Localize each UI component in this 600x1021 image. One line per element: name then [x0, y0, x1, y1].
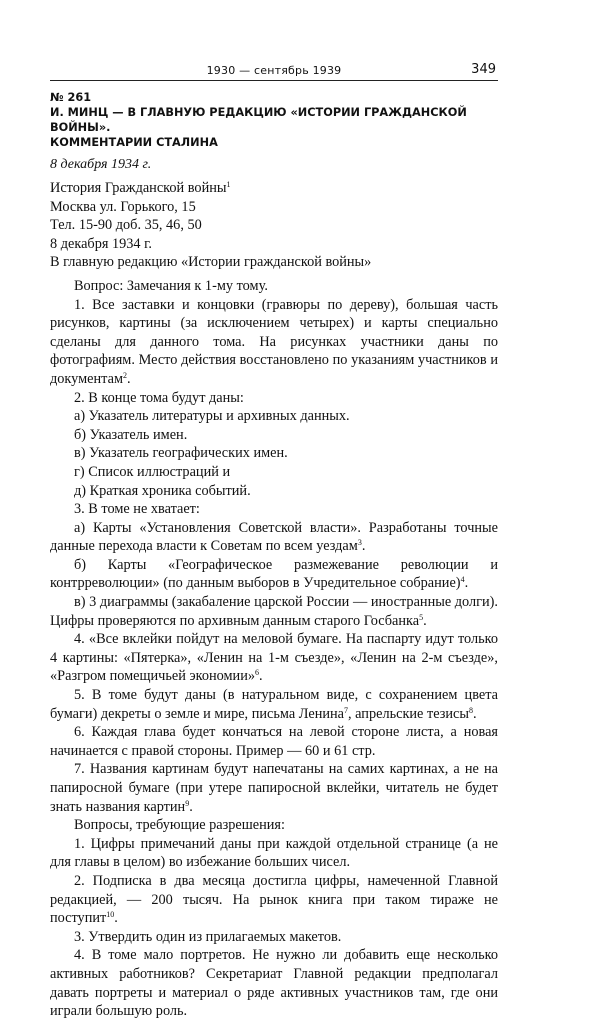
paragraph-text: г) Список иллюстраций и [74, 463, 231, 480]
paragraph [50, 296, 498, 389]
document-number: № 261 [50, 91, 92, 104]
paragraph-text: 7. Названия картинам будут напечатаны на самих картинах, а не на папиросной бумаге (при утере папиросной вклейки, читатель не будет знать названия картин [50, 761, 498, 815]
footnote-ref: 8 [469, 705, 473, 715]
paragraph [50, 928, 498, 947]
letterhead-phone: Тел. 15-90 доб. 35, 46, 50 [50, 217, 202, 234]
paragraph-text: б) Указатель имен. [74, 426, 188, 443]
paragraph [50, 686, 498, 723]
paragraph-tail: . [127, 370, 131, 387]
footnote-ref: 2 [123, 370, 127, 380]
paragraph-text: в) Указатель географических имен. [74, 445, 288, 462]
paragraph-tail: . [189, 798, 193, 815]
paragraph [50, 519, 498, 556]
footnote-ref: 9 [185, 798, 190, 808]
running-head-title: 1930 — сентябрь 1939 [206, 64, 342, 77]
paragraph [50, 816, 498, 835]
paragraph-text: 6. Каждая глава будет кончаться на левой стороне листа, а новая начинается с правой стороны. Пример — 60 и 61 стр. [50, 724, 498, 759]
paragraph [50, 723, 498, 760]
paragraph-text: 4. В томе мало портретов. Не нужно ли добавить еще несколько активных работников? Секретариат Главной редакции предполагал давать портреты и материал о ряде активных участников там, где они играли большую роль. [50, 947, 498, 1020]
paragraph-text: 2. В конце тома будут даны: [74, 389, 244, 406]
footnote-ref: 1 [226, 180, 231, 189]
paragraph [50, 482, 498, 501]
letterhead-date: 8 декабря 1934 г. [50, 235, 152, 252]
paragraph-text: а) Указатель литературы и архивных данных. [74, 408, 350, 425]
letterhead-org [50, 179, 498, 198]
document-date: 8 декабря 1934 г. [50, 157, 152, 172]
letterhead-addressee: В главную редакцию «Истории гражданской войны» [50, 254, 372, 271]
footnote-ref: 3 [357, 538, 362, 548]
paragraph [50, 556, 498, 593]
paragraph-tail: . [473, 705, 477, 722]
paragraph-text: 4. «Все вклейки пойдут на меловой бумаге. На паспарту идут только 4 картины: «Пятерка», «Ленин на 1-м съезде», «Ленин на 2-м съезде», «Разгром помещичьей экономии» [50, 631, 498, 685]
paragraph-text: д) Краткая хроника событий. [74, 482, 251, 499]
document-title-line-2: КОММЕНТАРИИ СТАЛИНА [50, 136, 218, 149]
paragraph [50, 389, 498, 408]
paragraph [50, 463, 498, 482]
running-head [50, 62, 498, 81]
footnote-ref: 7 [344, 705, 348, 715]
page-number: 349 [471, 62, 496, 77]
paragraph [50, 760, 498, 816]
paragraph-text: а) Карты «Установления Советской власти». Разработаны точные данные перехода власти к Советам по всем уездам [50, 519, 498, 555]
paragraph-text: 1. Все заставки и концовки (гравюры по дереву), большая часть рисунков, картины (за исключением четырех) и карты специально сделаны для данного тома. На рисунках участники даны по фотографиям. Место действия восстановлено по указаниям участников и документам [50, 296, 498, 387]
paragraph-text: Вопрос: Замечания к 1-му тому. [74, 277, 268, 294]
paragraph-tail: . [114, 910, 118, 927]
paragraph [50, 835, 498, 872]
footnote-ref: 4 [460, 575, 465, 585]
document-body [50, 179, 498, 1021]
paragraph-text: 2. Подписка в два месяца достигла цифры, намеченной Главной редакцией, — 200 тысяч. На рынок книга при таком тираже не поступит [50, 872, 498, 927]
paragraph [50, 407, 498, 426]
paragraph [50, 500, 498, 519]
book-page [50, 62, 498, 1021]
paragraph [50, 630, 498, 686]
paragraph [50, 593, 498, 630]
paragraph-tail: , апрельские тезисы [348, 705, 469, 722]
document-title-line-1: И. МИНЦ — В ГЛАВНУЮ РЕДАКЦИЮ «ИСТОРИИ ГРАЖДАНСКОЙ ВОЙНЫ». [50, 106, 467, 134]
paragraph-text: 5. В томе будут даны (в натуральном виде, с сохранением цвета бумаги) декреты о земле и мире, письма Ленина [50, 687, 498, 722]
paragraph [50, 444, 498, 463]
paragraph [50, 426, 498, 445]
paragraph [50, 277, 498, 296]
paragraph [50, 946, 498, 1020]
paragraph [50, 872, 498, 928]
paragraph-tail: . [464, 575, 469, 592]
paragraph-text: 1. Цифры примечаний даны при каждой отдельной странице (а не для главы в целом) во избежание больших чисел. [50, 835, 498, 871]
footnote-ref: 5 [419, 612, 424, 622]
footnote-ref: 10 [106, 910, 115, 920]
paragraph-tail: . [423, 612, 427, 629]
paragraph-text: б) Карты «Географическое размежевание революции и контрреволюции» (по данным выборов в Учредительное собрание) [50, 556, 498, 592]
paragraph-text: Вопросы, требующие разрешения: [74, 817, 285, 834]
footnote-ref: 6 [255, 668, 259, 678]
paragraph-text: в) 3 диаграммы (закабаление царской России — иностранные долги). Цифры проверяются по архивным данным старого Госбанка [50, 594, 498, 629]
paragraph-tail: . [361, 538, 366, 555]
letterhead-org-text: История Гражданской войны [50, 180, 227, 196]
paragraph-tail: . [259, 668, 263, 685]
paragraph-text: 3. Утвердить один из прилагаемых макетов. [74, 928, 342, 945]
paragraph-text: 3. В томе не хватает: [74, 501, 200, 518]
letterhead-address: Москва ул. Горького, 15 [50, 198, 196, 215]
